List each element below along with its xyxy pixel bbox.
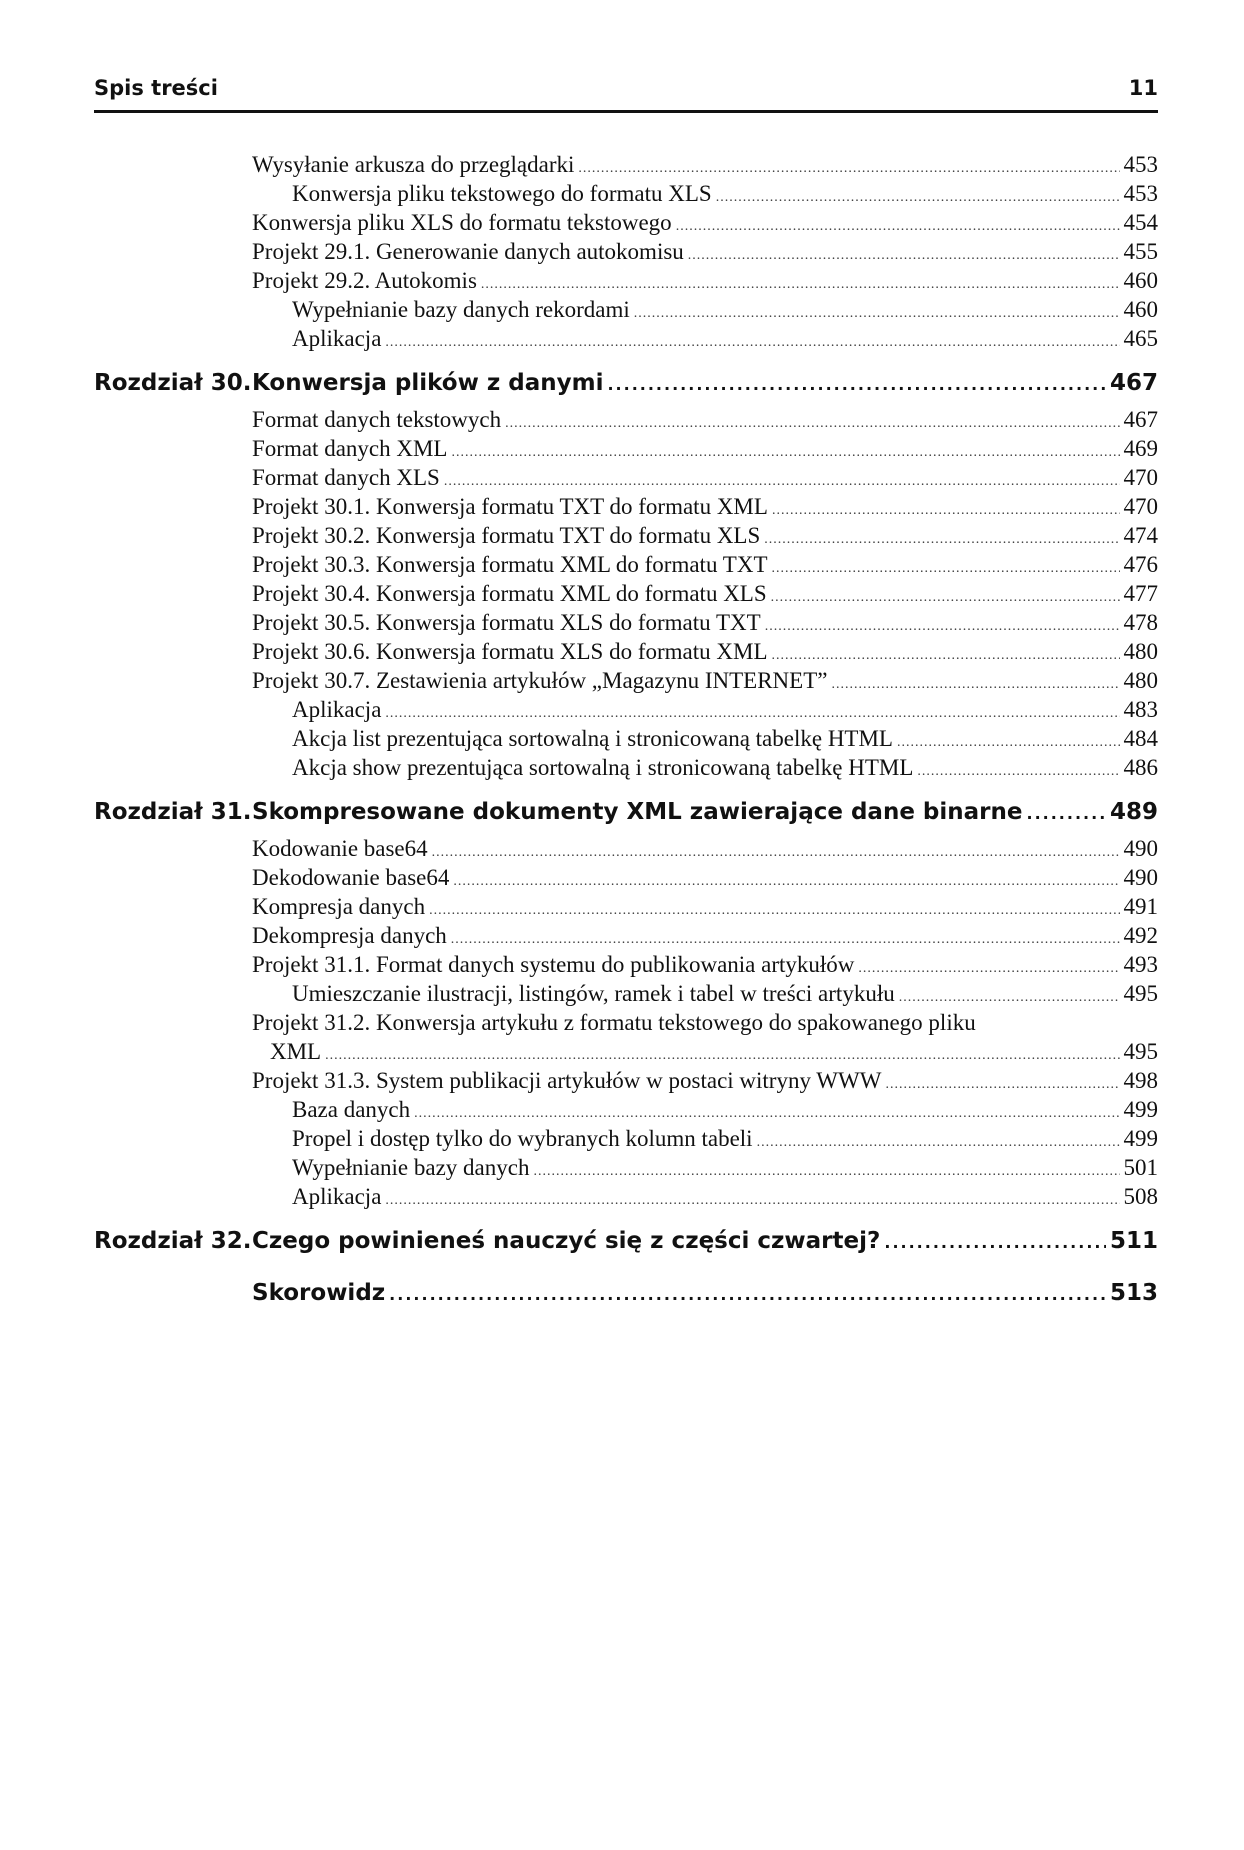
- toc-page-number: 499: [1123, 1126, 1158, 1151]
- toc-entry-row: [94, 179, 1158, 208]
- toc-entry-row: [94, 724, 1158, 753]
- toc-page-number: 493: [1123, 952, 1158, 977]
- toc-page-number: 474: [1123, 523, 1158, 548]
- dot-leader: [451, 438, 1119, 463]
- toc-entry-title: Aplikacja: [292, 326, 382, 351]
- toc-entry-title: Format danych XLS: [252, 465, 440, 490]
- toc-entry-title: Skompresowane dokumenty XML zawierające dane binarne: [252, 799, 1023, 825]
- dot-leader: [385, 328, 1119, 353]
- toc-page-number: 453: [1123, 181, 1158, 206]
- dot-leader: [772, 641, 1120, 666]
- toc-entry-row: [94, 1182, 1158, 1211]
- toc-entry-title: Konwersja pliku XLS do formatu tekstowego: [252, 210, 672, 235]
- toc-page-number: 483: [1123, 697, 1158, 722]
- chapter-label: Rozdział 31.: [94, 799, 252, 825]
- toc-page-number: 477: [1123, 581, 1158, 606]
- dot-leader: [385, 699, 1119, 724]
- toc-page-number: 455: [1123, 239, 1158, 264]
- toc-page-number: 476: [1123, 552, 1158, 577]
- toc-entry-row: [94, 1037, 1158, 1066]
- dot-leader: [831, 670, 1119, 695]
- toc-entry-title: Projekt 30.3. Konwersja formatu XML do formatu TXT: [252, 552, 768, 577]
- toc-entry-row: [94, 666, 1158, 695]
- toc-page-number: 460: [1123, 297, 1158, 322]
- toc-page-number: 480: [1123, 668, 1158, 693]
- chapter-label: Rozdział 32.: [94, 1228, 252, 1254]
- toc-page-number: 469: [1123, 436, 1158, 461]
- toc-page-number: 489: [1109, 799, 1158, 825]
- dot-leader: [757, 1128, 1120, 1153]
- toc-entry-title: Umieszczanie ilustracji, listingów, ramek i tabel w treści artykułu: [292, 981, 895, 1006]
- toc-entry-row: [94, 492, 1158, 521]
- header-page-number: 11: [1128, 76, 1158, 100]
- dot-leader: [1026, 792, 1106, 834]
- dot-leader: [858, 954, 1119, 979]
- toc-entry-title: Akcja show prezentująca sortowalną i stronicowaną tabelkę HTML: [292, 755, 914, 780]
- toc-page-number: 480: [1123, 639, 1158, 664]
- header-section-title: Spis treści: [94, 76, 218, 100]
- toc-entry-row: [94, 405, 1158, 434]
- toc-page-number: 486: [1123, 755, 1158, 780]
- toc-entry-row: [94, 1095, 1158, 1124]
- toc-entry-title: Projekt 30.5. Konwersja formatu XLS do formatu TXT: [252, 610, 761, 635]
- dot-leader: [771, 583, 1120, 608]
- toc-entry-title: Wypełnianie bazy danych: [292, 1155, 530, 1180]
- toc-entry-title: Czego powinieneś nauczyć się z części czwartej?: [252, 1228, 881, 1254]
- toc-chapter-row: [94, 790, 1158, 834]
- toc-entry-title: Konwersja pliku tekstowego do formatu XLS: [292, 181, 712, 206]
- toc-entry-title: Aplikacja: [292, 697, 382, 722]
- toc-entry-title: Projekt 31.1. Format danych systemu do publikowania artykułów: [252, 952, 855, 977]
- toc-entry-title: Projekt 29.2. Autokomis: [252, 268, 477, 293]
- toc-page-number: 501: [1123, 1155, 1158, 1180]
- toc-entry-title: Projekt 30.2. Konwersja formatu TXT do formatu XLS: [252, 523, 761, 548]
- dot-leader: [414, 1099, 1119, 1124]
- toc-entry-title: Projekt 30.7. Zestawienia artykułów „Magazynu INTERNET”: [252, 668, 828, 693]
- toc-entry-title: Propel i dostęp tylko do wybranych kolumn tabeli: [292, 1126, 753, 1151]
- toc-page-number: 492: [1123, 923, 1158, 948]
- toc-page-number: 499: [1123, 1097, 1158, 1122]
- dot-leader: [634, 299, 1120, 324]
- running-header: [94, 74, 1158, 113]
- toc-entry-row: [94, 950, 1158, 979]
- toc-entry-row: [94, 237, 1158, 266]
- toc-entry-title: Projekt 30.4. Konwersja formatu XML do formatu XLS: [252, 581, 767, 606]
- toc-page-number: 491: [1123, 894, 1158, 919]
- dot-leader: [676, 212, 1120, 237]
- dot-leader: [389, 1273, 1106, 1315]
- dot-leader: [688, 241, 1120, 266]
- toc-entry-title: Format danych XML: [252, 436, 448, 461]
- toc-entry-title: Projekt 30.1. Konwersja formatu TXT do formatu XML: [252, 494, 768, 519]
- toc-page-number: 470: [1123, 465, 1158, 490]
- toc-chapter-row: [94, 361, 1158, 405]
- toc-page-number: 460: [1123, 268, 1158, 293]
- toc-entry-row: [94, 1008, 1158, 1037]
- toc-entry-row: [94, 1124, 1158, 1153]
- toc-entry-title: Projekt 29.1. Generowanie danych autokomisu: [252, 239, 684, 264]
- dot-leader: [897, 728, 1120, 753]
- toc-page-number: 453: [1123, 152, 1158, 177]
- dot-leader: [453, 867, 1119, 892]
- table-of-contents: [94, 150, 1158, 1315]
- toc-page-number: 490: [1123, 836, 1158, 861]
- dot-leader: [716, 183, 1120, 208]
- dot-leader: [917, 757, 1119, 782]
- toc-entry-title: Dekompresja danych: [252, 923, 447, 948]
- dot-leader: [765, 612, 1120, 637]
- dot-leader: [764, 525, 1119, 550]
- toc-page-number: 495: [1123, 981, 1158, 1006]
- toc-page-number: 467: [1109, 370, 1158, 396]
- dot-leader: [772, 554, 1120, 579]
- dot-leader: [533, 1157, 1119, 1182]
- toc-entry-title: Baza danych: [292, 1097, 411, 1122]
- toc-entry-row: [94, 979, 1158, 1008]
- dot-leader: [607, 363, 1106, 405]
- toc-entry-title: Wysyłanie arkusza do przeglądarki: [252, 152, 575, 177]
- toc-entry-row: [94, 892, 1158, 921]
- toc-entry-row: [94, 550, 1158, 579]
- toc-entry-title: Projekt 30.6. Konwersja formatu XLS do formatu XML: [252, 639, 768, 664]
- toc-entry-row: [94, 695, 1158, 724]
- toc-chapter-row: [94, 1219, 1158, 1263]
- toc-entry-title: Kompresja danych: [252, 894, 426, 919]
- toc-entry-row: [94, 266, 1158, 295]
- toc-entry-title: Wypełnianie bazy danych rekordami: [292, 297, 630, 322]
- toc-page-number: 470: [1123, 494, 1158, 519]
- toc-entry-title: XML: [270, 1039, 322, 1064]
- dot-leader: [444, 467, 1120, 492]
- toc-entry-row: [94, 579, 1158, 608]
- toc-entry-title: Dekodowanie base64: [252, 865, 450, 890]
- dot-leader: [429, 896, 1119, 921]
- toc-page-number: 454: [1123, 210, 1158, 235]
- dot-leader: [451, 925, 1120, 950]
- dot-leader: [481, 270, 1120, 295]
- toc-page-number: 478: [1123, 610, 1158, 635]
- toc-entry-row: [94, 208, 1158, 237]
- toc-page-number: 513: [1109, 1280, 1158, 1306]
- dot-leader: [385, 1186, 1119, 1211]
- toc-page-number: 465: [1123, 326, 1158, 351]
- toc-entry-title: Aplikacja: [292, 1184, 382, 1209]
- dot-leader: [884, 1221, 1106, 1263]
- dot-leader: [432, 838, 1120, 863]
- toc-entry-row: [94, 608, 1158, 637]
- toc-entry-row: [94, 834, 1158, 863]
- toc-entry-row: [94, 521, 1158, 550]
- toc-entry-row: [94, 434, 1158, 463]
- toc-entry-row: [94, 324, 1158, 353]
- dot-leader: [325, 1041, 1119, 1066]
- chapter-label: Rozdział 30.: [94, 370, 252, 396]
- dot-leader: [578, 154, 1119, 179]
- toc-entry-row: [94, 1153, 1158, 1182]
- toc-entry-title: Skorowidz: [252, 1280, 386, 1306]
- toc-page-number: 508: [1123, 1184, 1158, 1209]
- toc-entry-row: [94, 637, 1158, 666]
- dot-leader: [899, 983, 1120, 1008]
- toc-entry-row: [94, 921, 1158, 950]
- dot-leader: [505, 409, 1119, 434]
- toc-entry-row: [94, 1066, 1158, 1095]
- dot-leader: [885, 1070, 1119, 1095]
- toc-page-number: 484: [1123, 726, 1158, 751]
- toc-entry-row: [94, 150, 1158, 179]
- toc-entry-title: Projekt 31.3. System publikacji artykułów w postaci witryny WWW: [252, 1068, 882, 1093]
- toc-page-number: 495: [1123, 1039, 1158, 1064]
- toc-chapter-row: [94, 1271, 1158, 1315]
- toc-entry-row: [94, 295, 1158, 324]
- toc-page-number: 498: [1123, 1068, 1158, 1093]
- toc-page-number: 511: [1109, 1228, 1158, 1254]
- toc-entry-title: Konwersja plików z danymi: [252, 370, 604, 396]
- toc-entry-title: Format danych tekstowych: [252, 407, 502, 432]
- toc-entry-title: Kodowanie base64: [252, 836, 428, 861]
- dot-leader: [772, 496, 1120, 521]
- toc-entry-row: [94, 753, 1158, 782]
- toc-entry-title: Akcja list prezentująca sortowalną i stronicowaną tabelkę HTML: [292, 726, 893, 751]
- toc-page-number: 490: [1123, 865, 1158, 890]
- toc-entry-row: [94, 863, 1158, 892]
- toc-entry-title: Projekt 31.2. Konwersja artykułu z formatu tekstowego do spakowanego pliku: [252, 1010, 976, 1035]
- toc-entry-row: [94, 463, 1158, 492]
- toc-page-number: 467: [1123, 407, 1158, 432]
